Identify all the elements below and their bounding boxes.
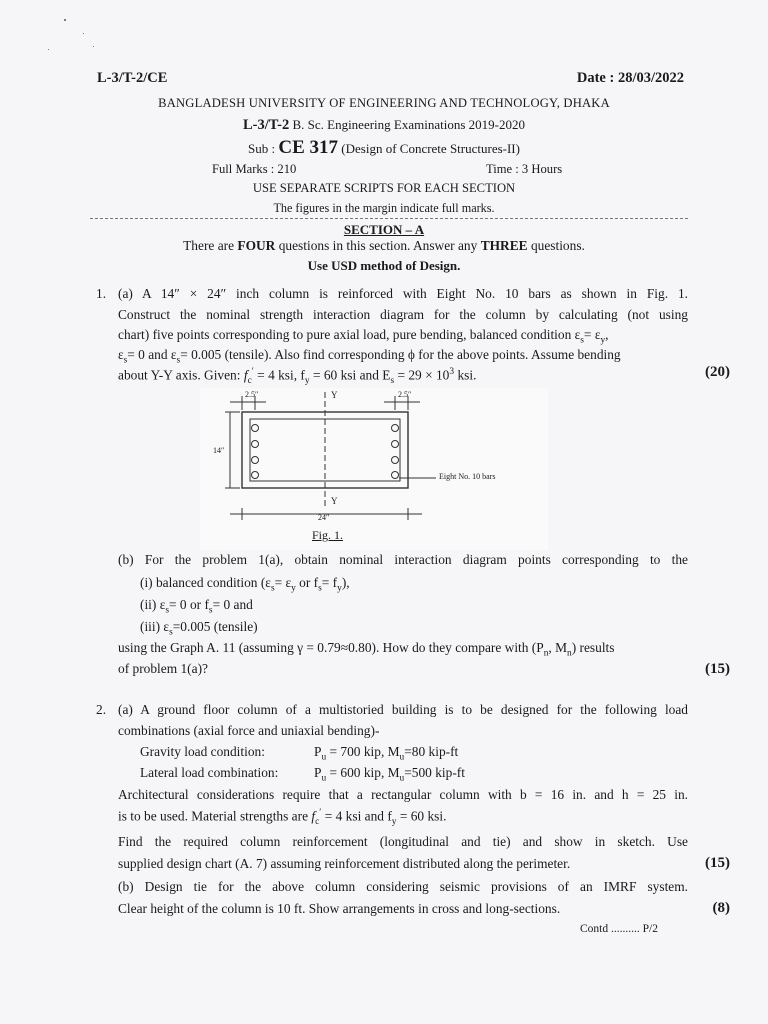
lateral-load-label: Lateral load combination: <box>140 765 279 780</box>
q1a-line-1: (a) A 14″ × 24″ inch column is reinforced with Eight No. 10 bars as shown in Fig. 1. <box>118 286 688 301</box>
full-marks: Full Marks : 210 <box>212 162 297 176</box>
column-section-drawing <box>200 388 548 550</box>
scan-speck <box>64 19 66 21</box>
lateral-load-values: $P_u = 600$ kip, $M_u=500$ kip-ft <box>314 765 465 784</box>
q2a-line-7: Find the required column reinforcement (longitudinal and tie) and show in sketch. Use <box>118 834 688 849</box>
header-divider <box>90 218 688 219</box>
gravity-load-label: Gravity load condition: <box>140 744 265 759</box>
subject-label: Sub : <box>248 141 276 156</box>
design-method: Use USD method of Design. <box>307 258 461 273</box>
height-dim-label: 14″ <box>213 446 225 455</box>
q2a-line-1: (a) A ground floor column of a multistoried building is to be designed for the following load <box>118 702 688 717</box>
instruction: USE SEPARATE SCRIPTS FOR EACH SECTION <box>252 181 516 195</box>
q2b-marks: (8) <box>712 900 730 916</box>
q1b-marks: (15) <box>705 661 730 677</box>
q2b-line-1: (b) Design tie for the above column considering seismic provisions of an IMRF system. <box>118 879 688 894</box>
figure-1 <box>200 388 548 550</box>
course-title: (Design of Concrete Structures-II) <box>341 141 520 156</box>
margin-note: The figures in the margin indicate full marks. <box>273 201 495 215</box>
question-1-number: 1. <box>96 286 107 301</box>
q1b-line-1: (b) For the problem 1(a), obtain nominal interaction diagram points corresponding to the <box>118 552 688 567</box>
section-title: SECTION – A <box>343 222 425 237</box>
bars-label: Eight No. 10 bars <box>439 472 496 481</box>
q2a-line-2: combinations (axial force and uniaxial bending)- <box>118 723 380 738</box>
course-code: CE 317 <box>278 137 339 158</box>
subject-line <box>0 137 768 159</box>
q2a-marks: (15) <box>705 855 730 871</box>
scan-speck <box>83 33 84 34</box>
q1b-line-5: using the Graph A. 11 (assuming γ = 0.79≈0.80). How do they compare with ($P_n$, $M_n$) results <box>118 640 615 659</box>
course-level-code: L-3/T-2/CE <box>97 70 168 86</box>
scan-speck <box>48 49 49 50</box>
q2a-line-5: Architectural considerations require that a rectangular column with b = 16 in. and h = 25 in. <box>118 787 688 802</box>
width-dim-label: 24″ <box>318 513 330 522</box>
axis-label-top: Y <box>331 390 338 400</box>
exam-date: Date : 28/03/2022 <box>576 70 684 86</box>
q1b-line-6: of problem 1(a)? <box>118 661 208 676</box>
q1a-line-4: $\varepsilon_s= 0$ and $\varepsilon_s= 0.005$ (tensile). Also find corresponding ϕ for the above points. Assume bending <box>118 347 621 366</box>
gravity-load-values: $P_u = 700$ kip, $M_u=80$ kip-ft <box>314 744 459 763</box>
university-name: BANGLADESH UNIVERSITY OF ENGINEERING AND TECHNOLOGY, DHAKA <box>158 96 610 110</box>
q1a-line-5: about Y-Y axis. Given: $f_c' = 4$ ksi, $f_y = 60$ ksi and $E_s = 29 \times 10^3$ ksi. <box>118 367 477 387</box>
exam-time: Time : 3 Hours <box>486 162 563 176</box>
question-2-number: 2. <box>96 702 107 717</box>
figure-caption: Fig. 1. <box>312 528 344 542</box>
q1a-line-2: Construct the nominal strength interaction diagram for the column by calculating (not using <box>118 307 688 322</box>
exam-line <box>0 117 768 134</box>
q2a-line-6: is to be used. Material strengths are $f_c' = 4$ ksi and $f_y = 60$ ksi. <box>118 808 447 828</box>
q1b-item-i: (i) balanced condition ($\varepsilon_s= \varepsilon_y$ or $f_s= f_y$), <box>140 575 350 594</box>
q1b-item-ii: (ii) $\varepsilon_s= 0$ or $f_s= 0$ and <box>140 597 253 616</box>
exam-code: L-3/T-2 <box>243 117 290 133</box>
q1b-item-iii: (iii) $\varepsilon_s=0.005$ (tensile) <box>140 619 258 638</box>
continued-note: Contd .......... P/2 <box>580 923 658 935</box>
exam-name: B. Sc. Engineering Examinations 2019-2020 <box>292 117 525 132</box>
section-intro: There are FOUR questions in this section. Answer any THREE questions. <box>183 238 585 253</box>
q2b-line-2: Clear height of the column is 10 ft. Show arrangements in cross and long-sections. <box>118 901 561 916</box>
q1a-line-3: chart) five points corresponding to pure axial load, pure bending, balanced condition $\varepsilon_s= \varepsilon_y$, <box>118 327 609 346</box>
scan-speck <box>93 46 94 47</box>
q2a-line-8: supplied design chart (A. 7) assuming reinforcement distributed along the perimeter. <box>118 856 571 871</box>
cover-dim-right: 2.5″ <box>398 390 412 399</box>
q1a-marks: (20) <box>705 364 730 380</box>
cover-dim-left: 2.5″ <box>245 390 259 399</box>
axis-label-bottom: Y <box>331 496 338 506</box>
